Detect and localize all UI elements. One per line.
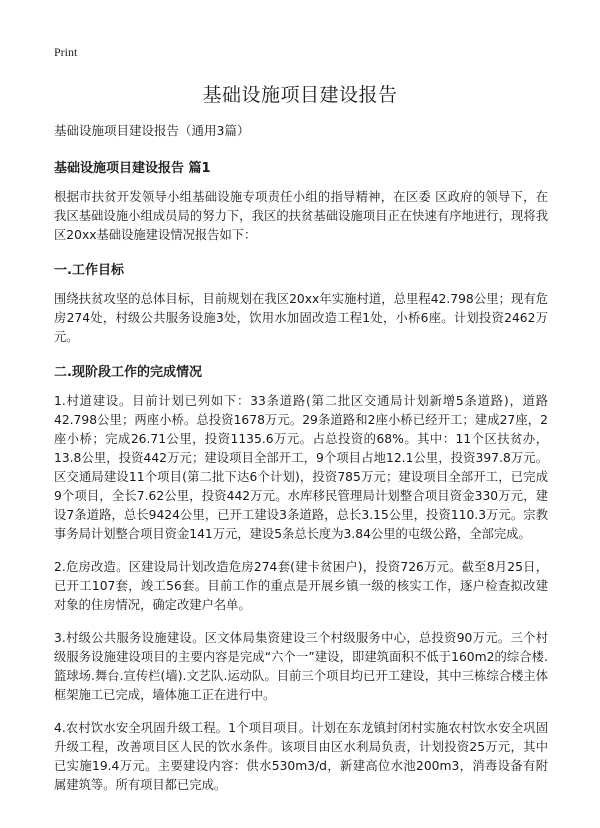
page-title: 基础设施项目建设报告 [202,84,398,106]
progress-item-water: 4.农村饮水安全巩固升级工程。1个项目项目。计划在东龙镇封闭村实施农村饮水安全巩固升级工程，改善项目区人民的饮水条件。该项目由区水利局负责，计划投资25万元，其中已实施19.4万元。主要建设内容：供水530m3/d，新建高位水池200m3，消毒设备有附属建筑等。所有项目都已完成。 [54,721,548,792]
section-heading-progress: 二.现阶段工作的完成情况 [54,365,202,380]
part-heading: 基础设施项目建设报告 篇1 [54,161,211,176]
progress-item-housing: 2.危房改造。区建设局计划改造危房274套(建卡贫困户)，投资726万元。截至8月25日，已开工107套，竣工56套。目前工作的重点是开展乡镇一级的核实工作，逐户检查拟改建对象的住房情况，确定改建户名单。 [54,560,548,612]
document-body [54,121,548,809]
intro-paragraph: 根据市扶贫开发领导小组基础设施专项责任小组的指导精神，在区委 区政府的领导下，在我区基础设施小组成员局的努力下，我区的扶贫基础设施项目正在快速有序地进行，现将我区20xx基础设施建设情况报告如下： [54,190,548,242]
progress-item-public-services: 3.村级公共服务设施建设。区文体局集资建设三个村级服务中心，总投资90万元。三个村级服务设施建设项目的主要内容是完成“六个一”建设，即建筑面积不低于160m2的综合楼.篮球场.舞台.宣传栏(墙).文艺队.运动队。目前三个项目均已开工建设，其中三栋综合楼主体框架施工已完成，墙体施工正在进行中。 [54,631,548,702]
goals-paragraph: 围绕扶贫攻坚的总体目标，目前规划在我区20xx年实施村道，总里程42.798公里；现有危房274处，村级公共服务设施3处，饮用水加固改造工程1处，小桥6座。计划投资2462万元。 [54,292,548,344]
progress-item-roads: 1.村道建设。目前计划已列如下：33条道路(第二批区交通局计划新增5条道路)，道路42.798公里；两座小桥。总投资1678万元。29条道路和2座小桥已经开工；建成27座，2座小桥；完成26.71公里，投资1135.6万元。占总投资的68%。其中：11个区扶贫办，13.8公里，投资442万元；建设项目全部开工，9个项目占地12.1公里，投资397.8万元。区交通局建设11个项目(第二批下达6个计划)，投资785万元；建设项目全部开工，已完成9个项目，全长7.62公里，投资442万元。水库移民管理局计划整合项目资金330万元，建设7条道路，总长9424公里，已开工建设3条道路，总长3.15公里，投资110.3万元。宗教事务局计划整合项目资金141万元，建设5条总长度为3.84公里的屯级公路，全部完成。 [54,394,548,541]
document-subtitle: 基础设施项目建设报告（通用3篇） [54,123,250,138]
print-link[interactable]: Print [54,45,78,59]
section-heading-goals: 一.工作目标 [54,263,124,278]
